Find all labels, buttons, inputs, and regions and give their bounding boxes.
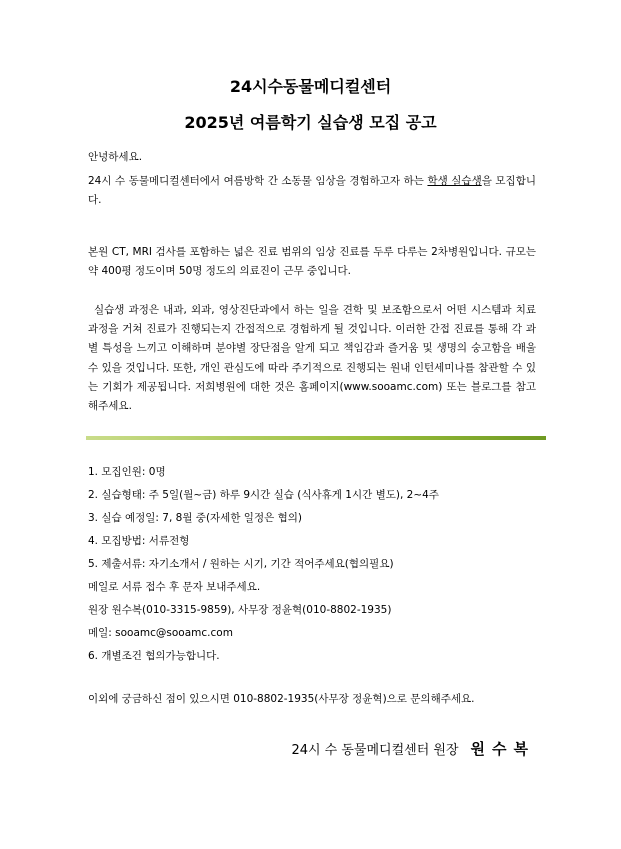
intro-text-before: 24시 수 동물메디컬센터에서 여름방학 간 소동물 임상을 경험하고자 하는 [88, 175, 428, 187]
detail-item: 메일로 서류 접수 후 문자 보내주세요. [88, 581, 261, 593]
signature-name: 원수복 [470, 740, 535, 758]
detail-item: 5. 제출서류: 자기소개서 / 원하는 시기, 기간 적어주세요(협의필요) [88, 558, 394, 570]
detail-item: 1. 모집인원: 0명 [88, 466, 166, 478]
detail-item: 메일: sooamc@sooamc.com [88, 627, 233, 639]
detail-item: 3. 실습 예정일: 7, 8월 중(자세한 일정은 협의) [88, 512, 302, 524]
signature-org: 24시 수 동물메디컬센터 원장 [291, 743, 459, 758]
signature [291, 738, 535, 759]
hospital-description: 본원 CT, MRI 검사를 포함하는 넓은 진료 범위의 임상 진료를 두루 다루는 2차병원입니다. 규모는 약 400평 정도이며 50명 정도의 의료진이 근무 중입니다. [88, 246, 536, 278]
detail-item: 원장 원수복(010-3315-9859), 사무장 정윤혁(010-8802-1935) [88, 604, 392, 616]
intro-underlined-text: 학생 실습생 [427, 175, 482, 187]
intro-paragraph [88, 172, 536, 210]
intro-text-after: 을 모집합니다. [88, 175, 536, 207]
detail-item: 4. 모집방법: 서류전형 [88, 535, 190, 547]
detail-item: 2. 실습형태: 주 5일(월~금) 하루 9시간 실습 (식사휴게 1시간 별도), 2~4주 [88, 489, 439, 501]
announcement-title: 2025년 여름학기 실습생 모집 공고 [184, 113, 437, 132]
section-divider [86, 436, 546, 440]
hospital-title: 24시수동물메디컬센터 [229, 77, 392, 96]
greeting-text: 안녕하세요. [88, 151, 143, 163]
contact-text: 이외에 궁금하신 점이 있으시면 010-8802-1935(사무장 정윤혁)으로 문의해주세요. [88, 693, 475, 705]
detail-item: 6. 개별조건 협의가능합니다. [88, 650, 220, 662]
program-description: 실습생 과정은 내과, 외과, 영상진단과에서 하는 일을 견학 및 보조함으로서 어떤 시스템과 치료 과정을 거쳐 진료가 진행되는지 간접적으로 경험하게 될 것입니다. 이러한 간접 진료를 통해 각 과별 특성을 느끼고 이해하며 분야별 장단점을 알게 되고 책임감과 즐거움 및 생명의 숭고함을 배울 수 있을 것입니다. 또한, 개인 관심도에 따라 주기적으로 진행되는 원내 인턴세미나를 참관할 수 있는 기회가 제공됩니다. 저희병원에 대한 것은 홈페이지(www.sooamc.com) 또는 블로그를 참고 해주세요. [88, 304, 536, 413]
